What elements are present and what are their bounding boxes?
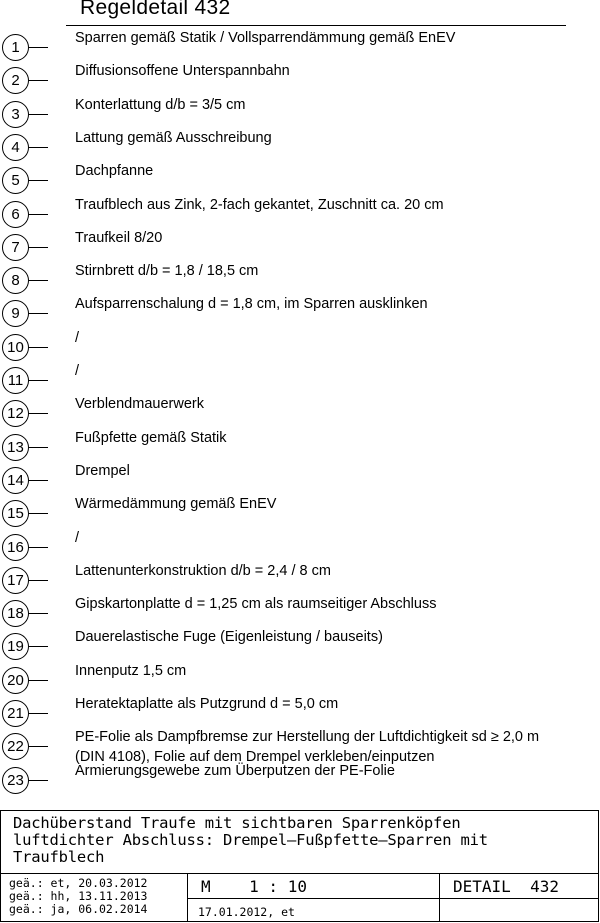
legend-item bbox=[0, 96, 600, 131]
legend-item bbox=[0, 30, 600, 64]
item-text: Armierungsgewebe zum Überputzen der PE-Folie bbox=[75, 762, 395, 779]
item-text: Wärmedämmung gemäß EnEV bbox=[75, 496, 277, 513]
item-description bbox=[75, 394, 204, 414]
leader-line bbox=[29, 80, 48, 81]
item-text: / bbox=[75, 529, 80, 546]
legend-item bbox=[0, 196, 600, 231]
title-block-divider bbox=[1, 873, 598, 874]
revision-list bbox=[9, 877, 147, 916]
item-description bbox=[75, 228, 162, 248]
title-block-row-divider bbox=[187, 898, 598, 899]
legend-item bbox=[0, 496, 600, 530]
item-number-circle: 8 bbox=[2, 267, 29, 294]
legend-item bbox=[0, 429, 600, 464]
leader-line bbox=[29, 180, 48, 181]
item-text: Heratektaplatte als Putzgrund d = 5,0 cm bbox=[75, 696, 339, 712]
leader-line bbox=[29, 447, 48, 448]
legend-item bbox=[0, 363, 600, 397]
item-text: Innenputz 1,5 cm bbox=[75, 662, 187, 679]
item-text: Drempel bbox=[75, 462, 130, 479]
description-line: luftdichter Abschluss: Drempel—Fußpfette—Sparren mit bbox=[13, 831, 488, 849]
item-description bbox=[75, 528, 79, 548]
leader-line bbox=[29, 47, 48, 48]
item-number-circle: 22 bbox=[2, 733, 29, 760]
detail-number: DETAIL 432 bbox=[453, 877, 559, 896]
leader-line bbox=[29, 680, 48, 681]
revision-entry: geä.: hh, 13.11.2013 bbox=[9, 889, 148, 903]
scale-label: M 1 : 10 bbox=[201, 877, 307, 896]
item-description bbox=[75, 761, 395, 781]
created-date: 17.01.2012, et bbox=[198, 905, 295, 919]
leader-line bbox=[29, 513, 48, 514]
legend-item bbox=[0, 396, 600, 430]
item-number-circle: 7 bbox=[2, 234, 29, 261]
leader-line bbox=[29, 313, 48, 314]
revision-entry: geä.: et, 20.03.2012 bbox=[9, 876, 148, 890]
item-text: / bbox=[75, 329, 80, 346]
item-description bbox=[75, 95, 245, 115]
legend-item bbox=[0, 729, 600, 766]
item-description bbox=[75, 694, 338, 714]
item-number-circle: 12 bbox=[2, 400, 29, 427]
item-description bbox=[75, 661, 186, 681]
leader-line bbox=[29, 214, 48, 215]
item-description bbox=[75, 328, 79, 348]
leader-line bbox=[29, 380, 48, 381]
item-text: Dauerelastische Fuge (Eigenleistung / bauseits) bbox=[75, 629, 383, 646]
legend-item bbox=[0, 462, 600, 497]
item-number-circle: 13 bbox=[2, 434, 29, 461]
leader-line bbox=[29, 613, 48, 614]
item-number-circle: 15 bbox=[2, 500, 29, 527]
item-number-circle: 23 bbox=[2, 767, 29, 794]
legend-item bbox=[0, 329, 600, 364]
leader-line bbox=[29, 147, 48, 148]
item-description bbox=[75, 294, 428, 314]
legend-item bbox=[0, 762, 600, 797]
legend-item bbox=[0, 562, 600, 597]
legend-item bbox=[0, 696, 600, 730]
leader-line bbox=[29, 580, 48, 581]
item-number-circle: 3 bbox=[2, 101, 29, 128]
legend-item bbox=[0, 596, 600, 630]
legend-item bbox=[0, 529, 600, 564]
leader-line bbox=[29, 280, 48, 281]
leader-line bbox=[29, 480, 48, 481]
leader-line bbox=[29, 114, 48, 115]
item-text: Traufblech aus Zink, 2-fach gekantet, Zuschnitt ca. 20 cm bbox=[75, 196, 444, 213]
item-number-circle: 17 bbox=[2, 567, 29, 594]
item-number-circle: 2 bbox=[2, 67, 29, 94]
leader-line bbox=[29, 713, 48, 714]
item-text: Lattung gemäß Ausschreibung bbox=[75, 129, 272, 146]
item-number-circle: 20 bbox=[2, 667, 29, 694]
legend-item bbox=[0, 229, 600, 264]
leader-line bbox=[29, 413, 48, 414]
item-description bbox=[75, 61, 290, 81]
leader-line bbox=[29, 347, 48, 348]
item-text: Gipskartonplatte d = 1,25 cm als raumseitiger Abschluss bbox=[75, 596, 437, 613]
item-number-circle: 1 bbox=[2, 34, 29, 61]
item-number-circle: 14 bbox=[2, 467, 29, 494]
legend-item bbox=[0, 296, 600, 330]
item-description bbox=[75, 494, 276, 514]
item-description bbox=[75, 195, 444, 215]
item-number-circle: 18 bbox=[2, 600, 29, 627]
description-line: Dachüberstand Traufe mit sichtbaren Sparrenköpfen bbox=[13, 814, 461, 832]
legend-item bbox=[0, 662, 600, 697]
legend-item bbox=[0, 263, 600, 297]
item-text: Traufkeil 8/20 bbox=[75, 229, 163, 246]
item-number-circle: 10 bbox=[2, 334, 29, 361]
item-text: Fußpfette gemäß Statik bbox=[75, 429, 227, 446]
leader-line bbox=[29, 547, 48, 548]
legend-item bbox=[0, 629, 600, 663]
leader-line bbox=[29, 746, 48, 747]
legend-item bbox=[0, 63, 600, 97]
item-description bbox=[75, 428, 227, 448]
title-block bbox=[0, 810, 599, 922]
item-text: Aufsparrenschalung d = 1,8 cm, im Sparren ausklinken bbox=[75, 296, 428, 313]
item-text: PE-Folie als Dampfbremse zur Herstellung der Luftdichtigkeit sd ≥ 2,0 m bbox=[75, 729, 540, 746]
legend-item bbox=[0, 163, 600, 197]
title-underline bbox=[66, 25, 566, 26]
item-description bbox=[75, 261, 258, 281]
item-number-circle: 11 bbox=[2, 367, 29, 394]
item-text: Diffusionsoffene Unterspannbahn bbox=[75, 63, 290, 80]
item-text: Dachpfanne bbox=[75, 163, 154, 180]
description-line: Traufblech bbox=[13, 848, 105, 866]
item-text: Verblendmauerwerk bbox=[75, 396, 204, 413]
item-description bbox=[75, 594, 436, 614]
leader-line bbox=[29, 646, 48, 647]
item-description bbox=[75, 128, 272, 148]
item-number-circle: 4 bbox=[2, 134, 29, 161]
item-description bbox=[75, 161, 153, 181]
leader-line bbox=[29, 247, 48, 248]
leader-line bbox=[29, 780, 48, 781]
item-text: Stirnbrett d/b = 1,8 / 18,5 cm bbox=[75, 263, 259, 280]
item-description bbox=[75, 461, 130, 481]
item-description bbox=[75, 627, 383, 647]
item-text: Lattenunterkonstruktion d/b = 2,4 / 8 cm bbox=[75, 562, 331, 579]
item-description bbox=[75, 561, 331, 581]
item-number-circle: 6 bbox=[2, 201, 29, 228]
detail-description bbox=[13, 815, 488, 866]
item-number-circle: 19 bbox=[2, 633, 29, 660]
legend-item bbox=[0, 129, 600, 164]
item-description bbox=[75, 361, 79, 381]
item-number-circle: 21 bbox=[2, 700, 29, 727]
revision-entry: geä.: ja, 06.02.2014 bbox=[9, 902, 148, 916]
item-number-circle: 16 bbox=[2, 534, 29, 561]
item-text: / bbox=[75, 363, 80, 379]
item-text-continued: (DIN 4108), Folie auf dem Drempel verkleben/einputzen bbox=[75, 749, 435, 766]
item-text: Sparren gemäß Statik / Vollsparrendämmung gemäß EnEV bbox=[75, 30, 456, 46]
drawing-title: Regeldetail 432 bbox=[80, 0, 231, 19]
item-number-circle: 5 bbox=[2, 167, 29, 194]
item-text: Konterlattung d/b = 3/5 cm bbox=[75, 96, 246, 113]
item-description bbox=[75, 28, 455, 48]
item-number-circle: 9 bbox=[2, 300, 29, 327]
